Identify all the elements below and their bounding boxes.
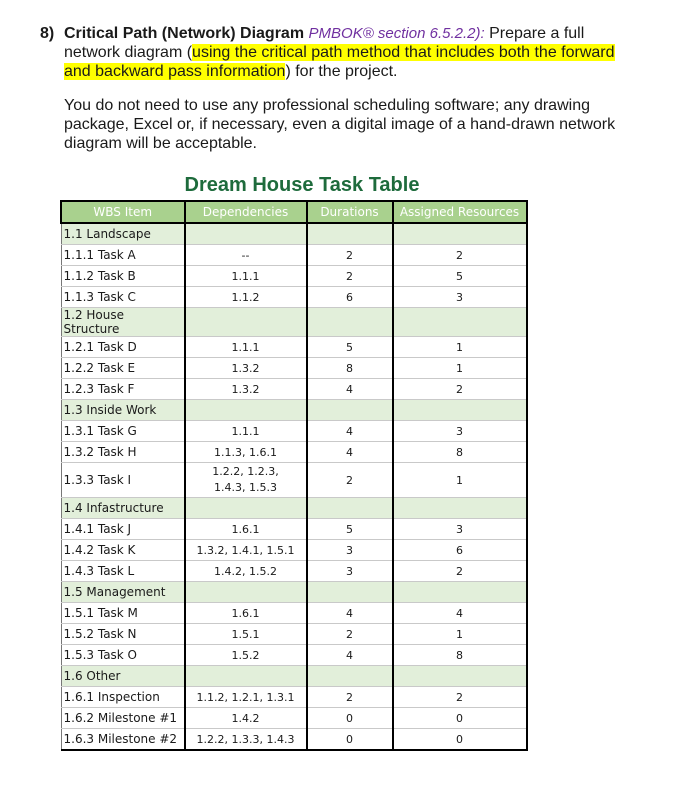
empty-cell: [393, 308, 527, 337]
wbs-item-cell: 1.1.2 Task B: [61, 266, 185, 287]
group-row: [61, 666, 527, 687]
wbs-item-cell: 1.3.3 Task I: [61, 463, 185, 498]
empty-cell: [307, 400, 393, 421]
duration-cell: 8: [307, 358, 393, 379]
resources-cell: 2: [393, 245, 527, 266]
resources-cell: 2: [393, 687, 527, 708]
task-row: [61, 603, 527, 624]
wbs-item-cell: 1.6.1 Inspection: [61, 687, 185, 708]
resources-cell: 6: [393, 540, 527, 561]
duration-cell: 0: [307, 708, 393, 729]
task-row: [61, 561, 527, 582]
wbs-item-cell: 1.3.1 Task G: [61, 421, 185, 442]
dependencies-cell: 1.5.2: [185, 645, 307, 666]
resources-cell: 5: [393, 266, 527, 287]
task-row: [61, 266, 527, 287]
group-row: [61, 400, 527, 421]
task-row: [61, 442, 527, 463]
group-label: 1.1 Landscape: [61, 223, 185, 245]
duration-cell: 2: [307, 266, 393, 287]
empty-cell: [185, 400, 307, 421]
wbs-item-cell: 1.1.1 Task A: [61, 245, 185, 266]
duration-cell: 4: [307, 421, 393, 442]
dependencies-cell: 1.1.2: [185, 287, 307, 308]
dependencies-cell: 1.3.2: [185, 358, 307, 379]
task-row: [61, 287, 527, 308]
empty-cell: [307, 308, 393, 337]
group-label: 1.6 Other: [61, 666, 185, 687]
duration-cell: 2: [307, 624, 393, 645]
dependencies-cell: 1.3.2: [185, 379, 307, 400]
resources-cell: 0: [393, 708, 527, 729]
dependencies-cell: 1.2.2, 1.3.3, 1.4.3: [185, 729, 307, 751]
question-text: [64, 24, 640, 81]
group-row: [61, 308, 527, 337]
empty-cell: [185, 666, 307, 687]
dependencies-cell: 1.6.1: [185, 519, 307, 540]
wbs-item-cell: 1.1.3 Task C: [61, 287, 185, 308]
dependencies-cell: --: [185, 245, 307, 266]
empty-cell: [307, 582, 393, 603]
header-assigned-resources: Assigned Resources: [393, 201, 527, 223]
resources-cell: 3: [393, 287, 527, 308]
dependencies-cell: 1.1.1: [185, 421, 307, 442]
duration-cell: 3: [307, 540, 393, 561]
duration-cell: 0: [307, 729, 393, 751]
table-title: Dream House Task Table: [184, 174, 420, 196]
empty-cell: [307, 666, 393, 687]
duration-cell: 4: [307, 442, 393, 463]
header-wbs-item: WBS Item: [61, 201, 185, 223]
group-row: [61, 582, 527, 603]
table-body: [61, 223, 527, 750]
task-row: [61, 729, 527, 751]
resources-cell: 3: [393, 519, 527, 540]
task-row: [61, 337, 527, 358]
wbs-item-cell: 1.2.2 Task E: [61, 358, 185, 379]
duration-cell: 5: [307, 337, 393, 358]
duration-cell: 4: [307, 645, 393, 666]
dependencies-cell: 1.4.2, 1.5.2: [185, 561, 307, 582]
question-text-b: ) for the project.: [285, 63, 398, 80]
group-label: 1.2 House Structure: [61, 308, 185, 337]
duration-cell: 4: [307, 379, 393, 400]
dependencies-cell: 1.3.2, 1.4.1, 1.5.1: [185, 540, 307, 561]
empty-cell: [185, 582, 307, 603]
empty-cell: [393, 498, 527, 519]
task-row: [61, 540, 527, 561]
resources-cell: 1: [393, 358, 527, 379]
group-label: 1.5 Management: [61, 582, 185, 603]
resources-cell: 3: [393, 421, 527, 442]
empty-cell: [185, 223, 307, 245]
dependencies-line-1: 1.2.2, 1.2.3,: [212, 465, 279, 478]
resources-cell: 4: [393, 603, 527, 624]
wbs-item-cell: 1.5.1 Task M: [61, 603, 185, 624]
wbs-item-cell: 1.5.2 Task N: [61, 624, 185, 645]
task-row: [61, 421, 527, 442]
empty-cell: [393, 582, 527, 603]
dependencies-cell: 1.1.2, 1.2.1, 1.3.1: [185, 687, 307, 708]
duration-cell: 2: [307, 463, 393, 498]
dependencies-cell: [185, 463, 307, 498]
task-row: [61, 379, 527, 400]
wbs-item-cell: 1.6.2 Milestone #1: [61, 708, 185, 729]
duration-cell: 2: [307, 687, 393, 708]
wbs-item-cell: 1.4.2 Task K: [61, 540, 185, 561]
highlighted-text: using the critical path method that includes both the forward and backward pass information: [64, 44, 615, 80]
header-dependencies: Dependencies: [185, 201, 307, 223]
wbs-item-cell: 1.6.3 Milestone #2: [61, 729, 185, 751]
header-durations: Durations: [307, 201, 393, 223]
task-row: [61, 645, 527, 666]
task-table: [60, 200, 528, 751]
resources-cell: 1: [393, 463, 527, 498]
question-title: Critical Path (Network) Diagram: [64, 25, 305, 42]
question-text-a: Prepare a full network diagram (: [64, 25, 585, 61]
group-row: [61, 223, 527, 245]
empty-cell: [185, 308, 307, 337]
task-row: [61, 358, 527, 379]
empty-cell: [393, 400, 527, 421]
group-label: 1.4 Infastructure: [61, 498, 185, 519]
wbs-item-cell: 1.2.3 Task F: [61, 379, 185, 400]
table-header-row: [61, 201, 527, 223]
wbs-item-cell: 1.4.1 Task J: [61, 519, 185, 540]
task-row: [61, 519, 527, 540]
resources-cell: 8: [393, 442, 527, 463]
duration-cell: 2: [307, 245, 393, 266]
dependencies-line-2: 1.4.3, 1.5.3: [214, 481, 277, 494]
wbs-item-cell: 1.3.2 Task H: [61, 442, 185, 463]
task-row: [61, 245, 527, 266]
dependencies-cell: 1.6.1: [185, 603, 307, 624]
task-row: [61, 624, 527, 645]
question-number: 8): [40, 25, 55, 42]
question-reference: PMBOK® section 6.5.2.2):: [308, 25, 485, 42]
duration-cell: 6: [307, 287, 393, 308]
resources-cell: 8: [393, 645, 527, 666]
empty-cell: [393, 666, 527, 687]
wbs-item-cell: 1.2.1 Task D: [61, 337, 185, 358]
task-row: [61, 708, 527, 729]
resources-cell: 0: [393, 729, 527, 751]
task-row: [61, 463, 527, 498]
wbs-item-cell: 1.4.3 Task L: [61, 561, 185, 582]
resources-cell: 1: [393, 337, 527, 358]
wbs-item-cell: 1.5.3 Task O: [61, 645, 185, 666]
dependencies-cell: 1.4.2: [185, 708, 307, 729]
dependencies-cell: 1.1.1: [185, 266, 307, 287]
dependencies-cell: 1.1.1: [185, 337, 307, 358]
question-block: [40, 24, 640, 153]
empty-cell: [307, 223, 393, 245]
empty-cell: [307, 498, 393, 519]
dependencies-cell: 1.1.3, 1.6.1: [185, 442, 307, 463]
dependencies-cell: 1.5.1: [185, 624, 307, 645]
resources-cell: 2: [393, 561, 527, 582]
duration-cell: 5: [307, 519, 393, 540]
empty-cell: [393, 223, 527, 245]
group-label: 1.3 Inside Work: [61, 400, 185, 421]
question-paragraph-2: You do not need to use any professional scheduling software; any drawing package, Excel or, if necessary, even a digital image of a hand-drawn network diagram will be acceptable.: [64, 97, 616, 152]
duration-cell: 3: [307, 561, 393, 582]
duration-cell: 4: [307, 603, 393, 624]
resources-cell: 2: [393, 379, 527, 400]
resources-cell: 1: [393, 624, 527, 645]
task-row: [61, 687, 527, 708]
empty-cell: [185, 498, 307, 519]
group-row: [61, 498, 527, 519]
